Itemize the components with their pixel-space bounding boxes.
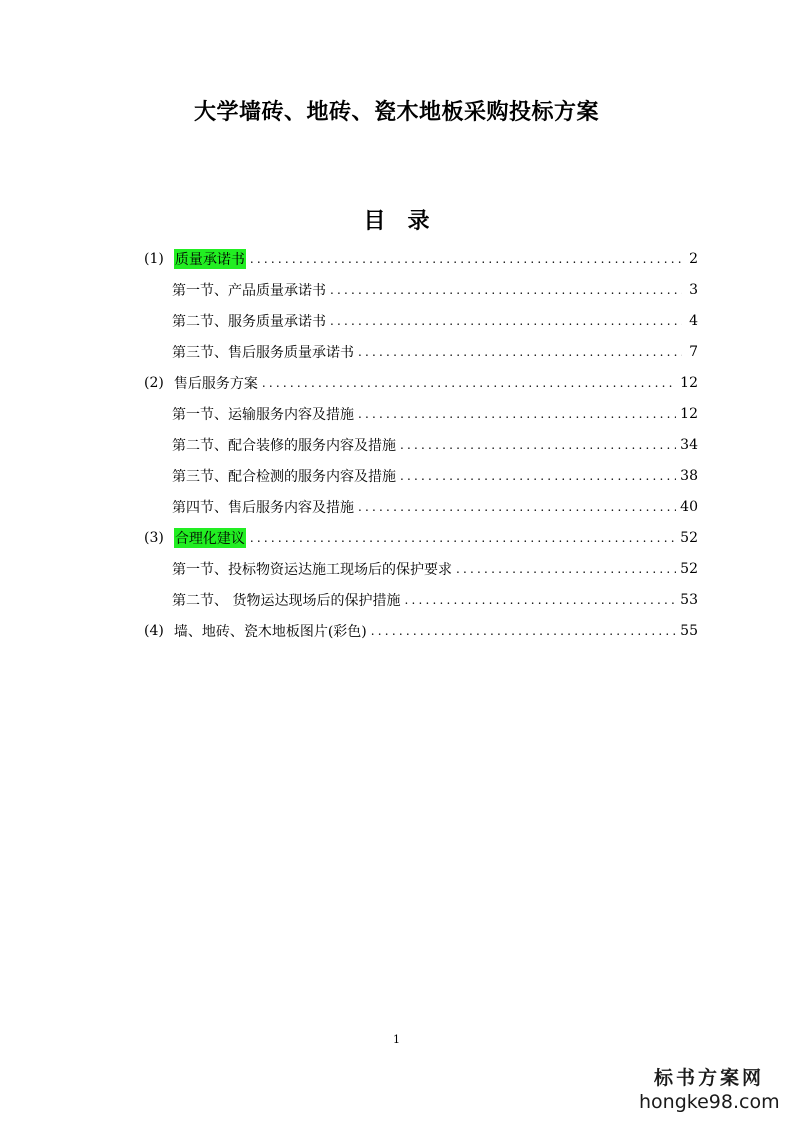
toc-entry-after-sales-plan[interactable] <box>144 372 698 394</box>
toc-entry-after-sales-service[interactable] <box>172 496 698 518</box>
toc-leader-dots <box>456 562 676 576</box>
toc-leader-dots <box>404 593 676 607</box>
toc-leader-dots <box>262 376 676 390</box>
toc-entry-protection-requirements[interactable] <box>172 558 698 580</box>
toc-entry-number: (3) <box>144 530 164 546</box>
toc-entry-page: 34 <box>680 437 698 453</box>
toc-entry-renovation-service[interactable] <box>172 434 698 456</box>
toc-entry-page: 40 <box>680 499 698 515</box>
toc-entry-label: 第四节、售后服务内容及措施 <box>172 500 354 516</box>
toc-leader-dots <box>400 469 676 483</box>
toc-entry-protection-measures[interactable] <box>172 589 698 611</box>
toc-entry-number: (4) <box>144 623 164 639</box>
toc-leader-dots <box>330 314 682 328</box>
toc-entry-product-pictures[interactable] <box>144 620 698 642</box>
toc-entry-page: 7 <box>689 344 698 360</box>
toc-entry-label: 墙、地砖、瓷木地板图片(彩色) <box>173 624 367 640</box>
document-title: 大学墙砖、地砖、瓷木地板采购投标方案 <box>193 99 599 125</box>
toc-entry-label: 第三节、售后服务质量承诺书 <box>172 345 354 361</box>
toc-entry-product-quality[interactable] <box>172 279 698 301</box>
toc-leader-dots <box>371 624 676 638</box>
toc-entry-page: 55 <box>680 623 698 639</box>
watermark-domain: hongke98.com <box>639 1091 780 1113</box>
toc-entry-page: 52 <box>680 530 698 546</box>
toc-entry-number: (2) <box>144 375 164 391</box>
toc-entry-label: 第二节、 货物运达现场后的保护措施 <box>172 593 401 609</box>
toc-entry-inspection-service[interactable] <box>172 465 698 487</box>
toc-entry-label: 第三节、配合检测的服务内容及措施 <box>172 469 396 485</box>
toc-leader-dots <box>358 407 676 421</box>
toc-leader-dots <box>330 283 682 297</box>
toc-entry-page: 12 <box>680 375 698 391</box>
toc-entry-page: 12 <box>680 406 698 422</box>
toc-entry-page: 38 <box>680 468 698 484</box>
toc-entry-label: 第二节、服务质量承诺书 <box>172 314 326 330</box>
toc-entry-page: 52 <box>680 561 698 577</box>
watermark-logo <box>639 1066 779 1114</box>
toc-entry-label: 第二节、配合装修的服务内容及措施 <box>172 438 396 454</box>
toc-entry-after-sales-quality[interactable] <box>172 341 698 363</box>
toc-entry-rational-suggestions[interactable] <box>144 527 698 549</box>
toc-leader-dots <box>358 345 682 359</box>
toc-leader-dots <box>358 500 676 514</box>
toc-entry-label: 第一节、投标物资运达施工现场后的保护要求 <box>172 562 452 578</box>
toc-heading: 目 录 <box>363 208 430 234</box>
toc-leader-dots <box>250 252 682 266</box>
toc-entry-page: 3 <box>689 282 698 298</box>
toc-leader-dots <box>400 438 676 452</box>
page-number: 1 <box>393 1033 400 1046</box>
toc-entry-label: 第一节、产品质量承诺书 <box>172 283 326 299</box>
toc-leader-dots <box>250 531 676 545</box>
toc-entry-label: 合理化建议 <box>174 528 246 548</box>
toc-entry-label: 质量承诺书 <box>174 249 246 269</box>
toc-entry-page: 4 <box>689 313 698 329</box>
toc-entry-page: 53 <box>680 592 698 608</box>
toc-entry-label: 第一节、运输服务内容及措施 <box>172 407 354 423</box>
watermark-site-name: 标书方案网 <box>653 1067 764 1089</box>
toc-entry-service-quality[interactable] <box>172 310 698 332</box>
toc-entry-page: 2 <box>689 251 698 267</box>
toc-entry-number: (1) <box>144 251 164 267</box>
toc-entry-quality-commitment[interactable] <box>144 248 698 270</box>
toc-entry-label: 售后服务方案 <box>173 376 258 392</box>
toc-entry-transport-service[interactable] <box>172 403 698 425</box>
